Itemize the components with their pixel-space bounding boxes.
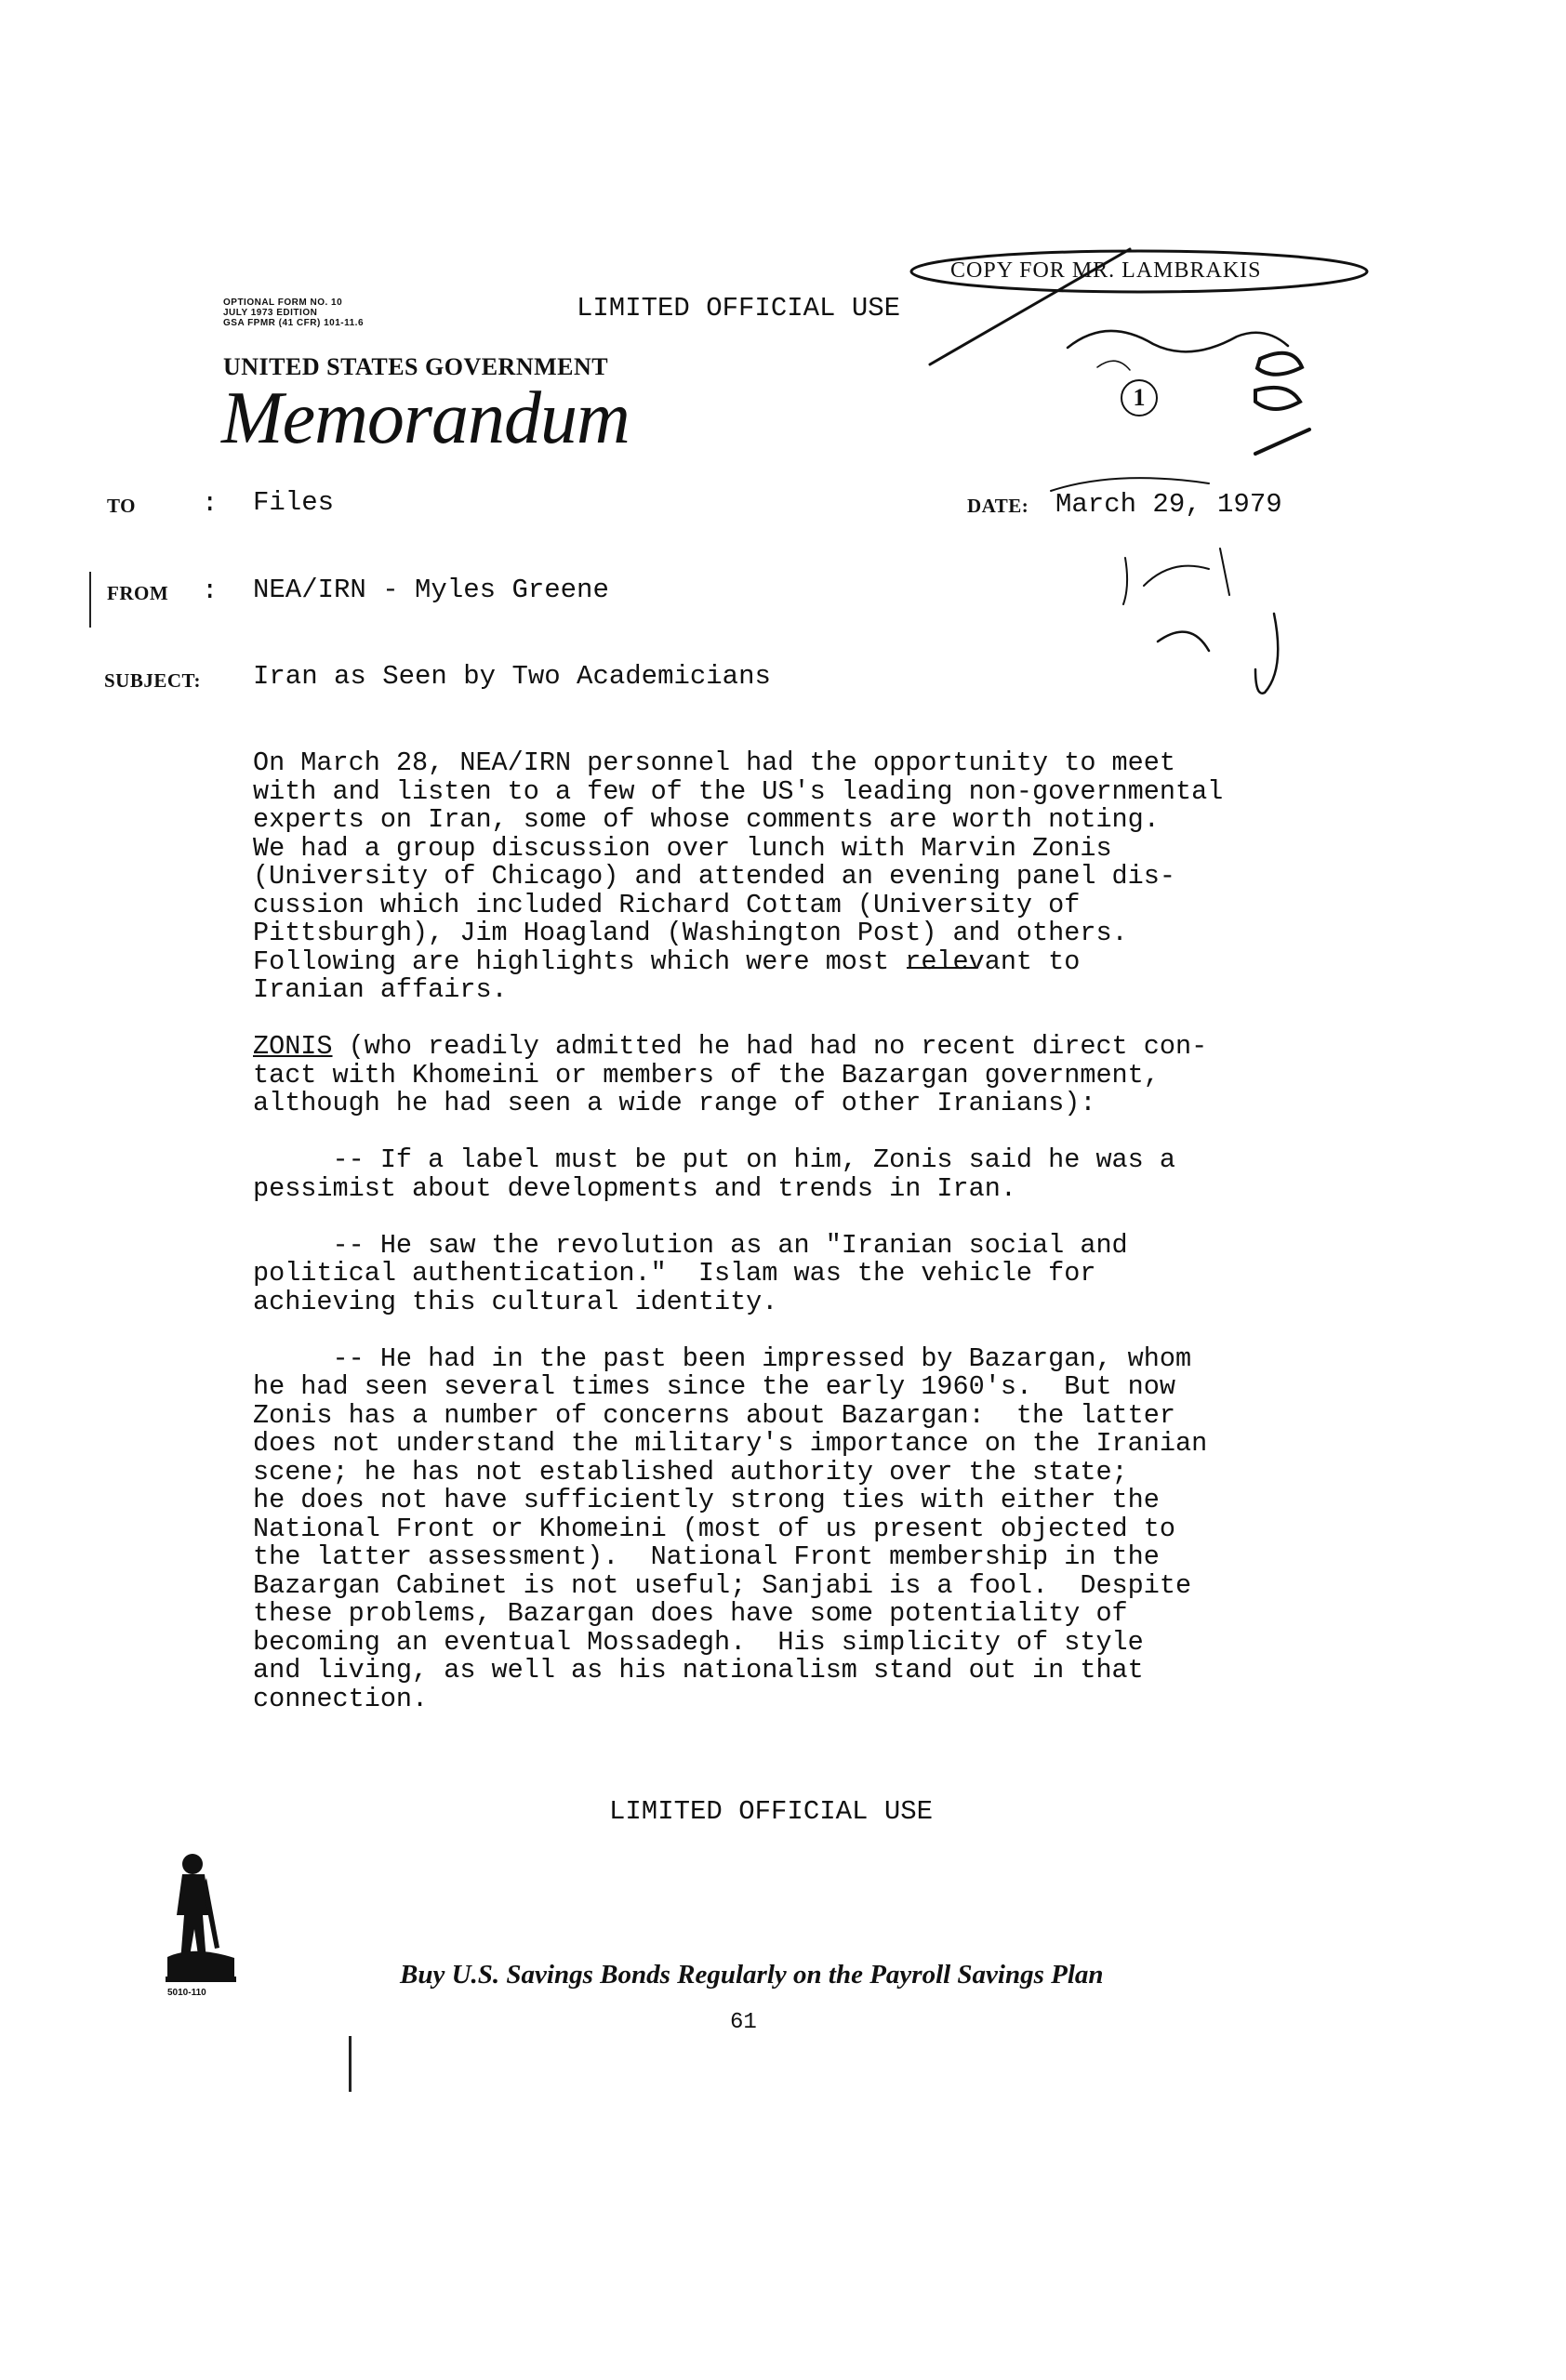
copy-stamp: COPY FOR MR. LAMBRAKIS	[950, 258, 1262, 283]
date-label: DATE:	[967, 495, 1029, 517]
form-number-line: OPTIONAL FORM NO. 10	[223, 298, 343, 308]
circled-number-text: 1	[1133, 384, 1146, 411]
body-paragraph-intro: On March 28, NEA/IRN personnel had the opportunity to meet with and listen to a few of the US's leading non-governmental experts on Iran, some of whose comments are worth noting. We had a group discussion over lunch with Marvin Zonis (University of Chicago) and attended an evening panel dis- cussion which included Richard Cottam (University of Pittsburgh), Jim Hoagland (Washington Post) and others. Following are highlights which were most relevant to Iranian affairs.	[253, 747, 1224, 1005]
form-gsa-line: GSA FPMR (41 CFR) 101-11.6	[223, 318, 365, 328]
subject-value: Iran as Seen by Two Academicians	[253, 661, 771, 692]
to-value: Files	[253, 487, 335, 518]
memo-title: Memorandum	[221, 377, 630, 459]
from-colon: :	[202, 575, 219, 606]
agency-name: UNITED STATES GOVERNMENT	[223, 353, 609, 380]
body-bullet-revolution: -- He saw the revolution as an "Iranian social and political authentication." Islam was the vehicle for achieving this cultural identity.	[253, 1229, 1128, 1317]
body-bullet-pessimist: -- If a label must be put on him, Zonis said he was a pessimist about developments and trends in Iran.	[253, 1144, 1175, 1204]
date-value: March 29, 1979	[1055, 489, 1282, 520]
underline-marks	[907, 960, 976, 968]
body-bullet-bazargan: -- He had in the past been impressed by Bazargan, whom he had seen several times since the early 1960's. But now Zonis has a number of concerns about Bazargan: the latter does not understand the military's importance on the Iranian scene; he has not established authority over the state; he does not have sufficiently strong ties with either the National Front or Khomeini (most of us present objected to the latter assessment). National Front membership in the Bazargan Cabinet is not useful; Sanjabi is a fool. Despite these problems, Bazargan does have some potentiality of becoming an eventual Mossadegh. His simplicity of style and living, as well as his nationalism stand out in that connection.	[253, 1342, 1208, 1714]
from-label: FROM	[107, 582, 169, 604]
margin-mark	[89, 572, 91, 628]
minuteman-logo	[166, 1854, 236, 1982]
classification-header: LIMITED OFFICIAL USE	[577, 293, 901, 324]
to-label: TO	[107, 495, 136, 517]
from-value: NEA/IRN - Myles Greene	[253, 575, 609, 605]
handwriting-marks	[911, 249, 1367, 694]
page-number: 61	[730, 2010, 757, 2035]
classification-footer: LIMITED OFFICIAL USE	[609, 1796, 934, 1827]
savings-bonds-slogan: Buy U.S. Savings Bonds Regularly on the Payroll Savings Plan	[400, 1960, 1104, 1990]
zonis-intro: (who readily admitted he had had no recent direct con- tact with Khomeini or members of the Bazargan government, although he had seen a wide range of other Iranians):	[253, 1031, 1208, 1118]
subject-label: SUBJECT:	[104, 669, 201, 692]
zonis-name: ZONIS	[253, 1031, 333, 1062]
to-colon: :	[202, 488, 219, 519]
form-edition-line: JULY 1973 EDITION	[223, 308, 318, 318]
margin-mark-bottom	[349, 2036, 352, 2092]
gpo-code: 5010-110	[167, 1988, 206, 1998]
